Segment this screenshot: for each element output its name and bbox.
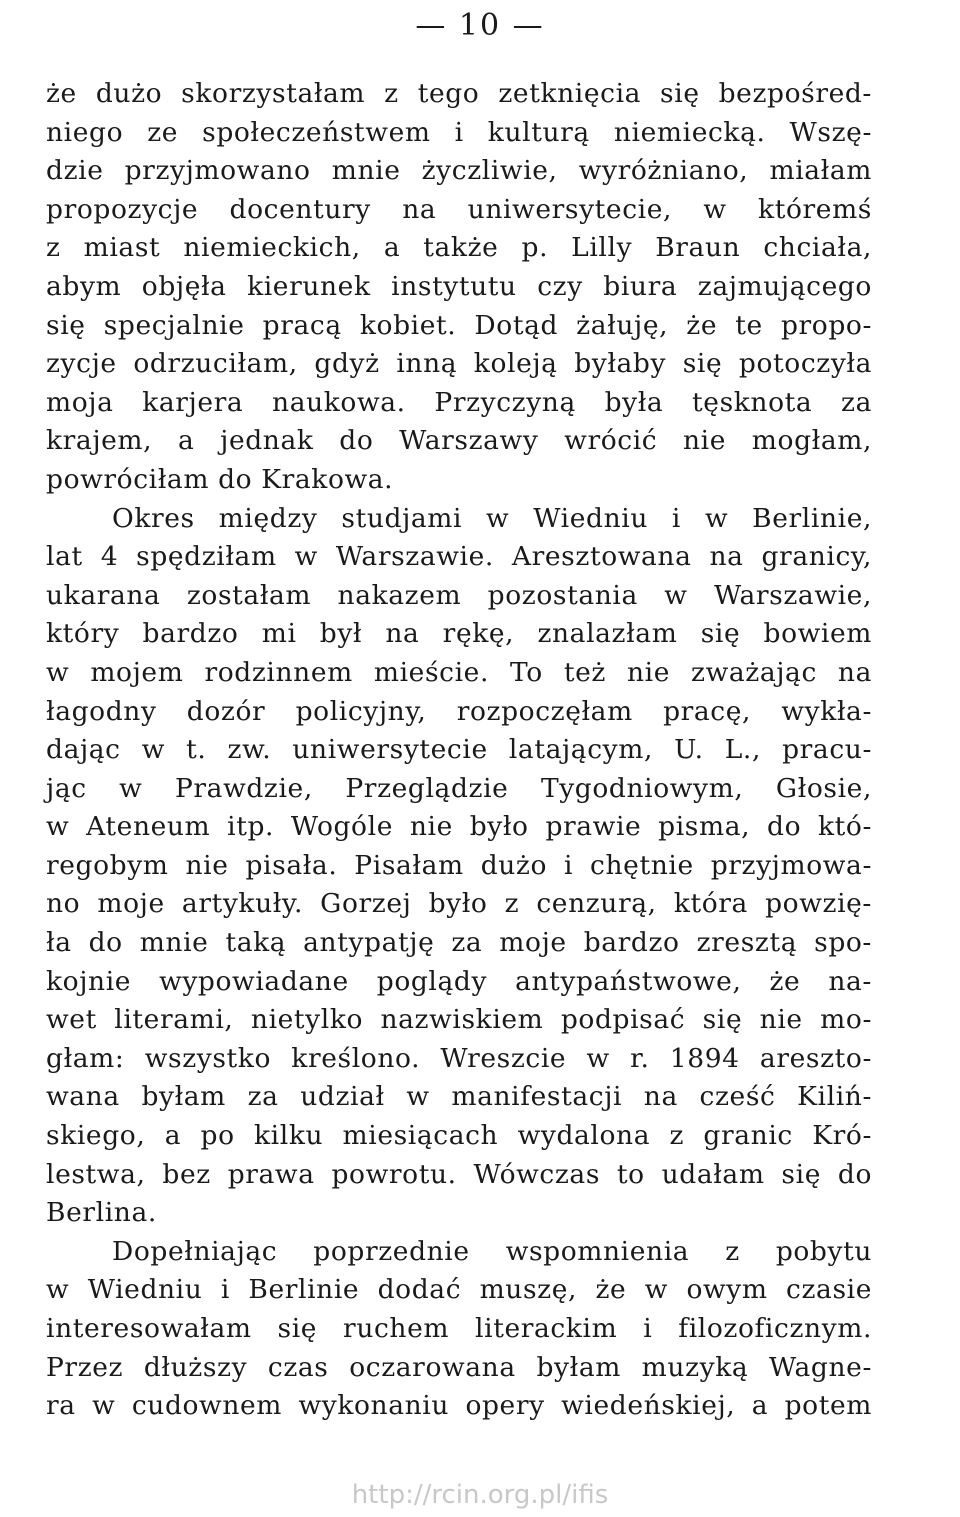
text-line: niego ze społeczeństwem i kulturą niemiecką. Wszę- [46, 116, 872, 148]
text-line: z miast niemieckich, a także p. Lilly Braun chciała, [46, 232, 872, 264]
text-line: regobym nie pisała. Pisałam dużo i chętnie przyjmowa- [46, 849, 872, 881]
text-line: abym objęła kierunek instytutu czy biura zajmującego [46, 270, 872, 302]
text-line: dzie przyjmowano mnie życzliwie, wyróżniano, miałam [46, 155, 872, 187]
text-line: się specjalnie pracą kobiet. Dotąd żałuję, że te propo- [46, 309, 872, 341]
text-line: w Wiedniu i Berlinie dodać muszę, że w owym czasie [46, 1274, 872, 1306]
paragraph-first-line: Dopełniając poprzednie wspomnienia z pobytu [112, 1235, 872, 1267]
text-line: lat 4 spędziłam w Warszawie. Aresztowana na granicy, [46, 541, 872, 573]
text-line: głam: wszystko kreślono. Wreszcie w r. 1894 areszto- [46, 1042, 872, 1074]
text-line: wet literami, nietylko nazwiskiem podpisać się nie mo- [46, 1004, 872, 1036]
text-line: interesowałam się ruchem literackim i filozoficznym. [46, 1313, 872, 1344]
text-line: moja karjera naukowa. Przyczyną była tęsknota za [46, 386, 872, 418]
text-line: no moje artykuły. Gorzej było z cenzurą, która powzię- [46, 888, 872, 920]
body-text [46, 75, 872, 1426]
text-line: Przez dłuższy czas oczarowana byłam muzyką Wagne- [46, 1351, 872, 1383]
text-line: dając w t. zw. uniwersytecie latającym, U. L., pracu- [46, 734, 872, 766]
text-line: ukarana zostałam nakazem pozostania w Warszawie, [46, 579, 872, 611]
text-line: lestwa, bez prawa powrotu. Wówczas to udałam się do [46, 1158, 872, 1190]
text-line: który bardzo mi był na rękę, znalazłam się bowiem [46, 618, 872, 650]
text-line: skiego, a po kilku miesiącach wydalona z granic Kró- [46, 1120, 872, 1152]
text-line: w Ateneum itp. Wogóle nie było prawie pisma, do któ- [46, 811, 872, 843]
page-number: — 10 — [415, 8, 545, 43]
text-line: jąc w Prawdzie, Przeglądzie Tygodniowym, Głosie, [46, 772, 872, 804]
text-line: powróciłam do Krakowa. [46, 463, 394, 495]
text-line: zycje odrzuciłam, gdyż inną koleją byłaby się potoczyła [46, 348, 872, 380]
text-line: że dużo skorzystałam z tego zetknięcia się bezpośred- [46, 78, 872, 109]
text-line: ra w cudownem wykonaniu opery wiedeńskiej, a potem [46, 1390, 872, 1422]
text-line: propozycje docentury na uniwersytecie, w któremś [46, 193, 872, 225]
text-line: krajem, a jednak do Warszawy wrócić nie mogłam, [46, 425, 872, 457]
text-line: wana byłam za udział w manifestacji na cześć Kiliń- [46, 1081, 872, 1113]
watermark-url: http://rcin.org.pl/ifis [351, 1480, 609, 1510]
paragraph-first-line: Okres między studjami w Wiedniu i w Berlinie, [112, 502, 872, 534]
text-line: Berlina. [46, 1197, 157, 1229]
text-line: kojnie wypowiadane poglądy antypaństwowe, że na- [46, 965, 872, 997]
text-line: w mojem rodzinnem mieście. To też nie zważając na [46, 656, 872, 688]
text-line: łagodny dozór policyjny, rozpoczęłam pracę, wykła- [46, 695, 872, 727]
text-line: ła do mnie taką antypatję za moje bardzo zresztą spo- [46, 927, 872, 959]
